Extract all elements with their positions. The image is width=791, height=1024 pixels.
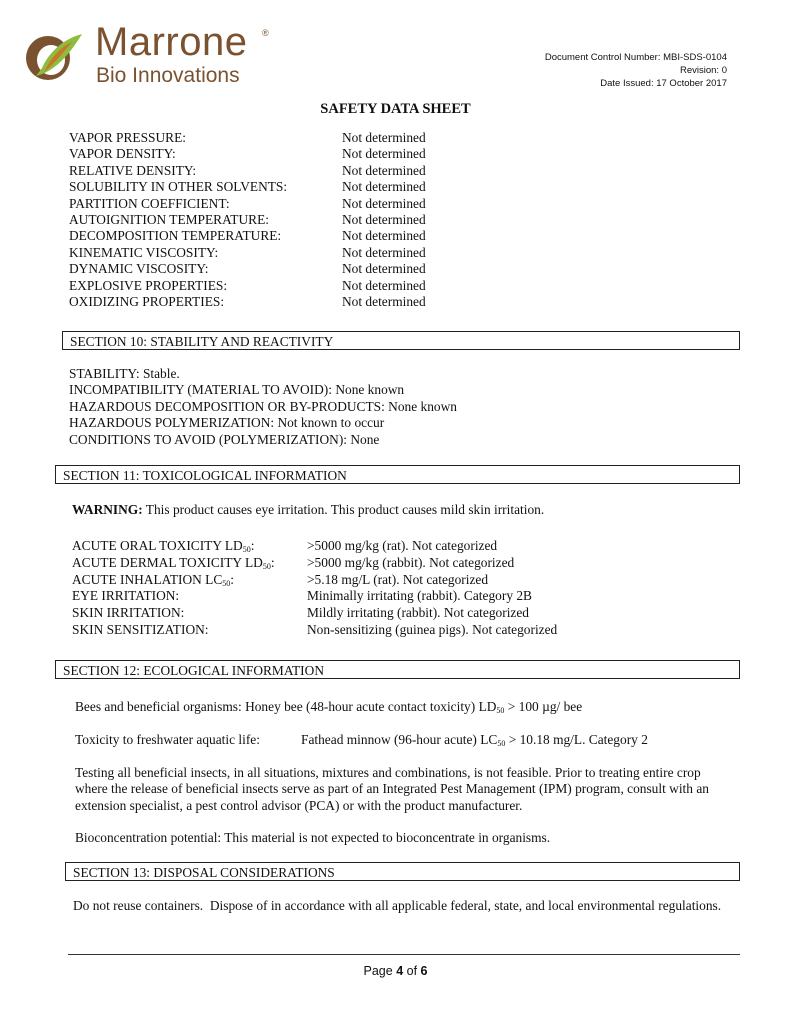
date-issued: Date Issued: 17 October 2017	[600, 78, 727, 89]
property-row	[69, 212, 669, 228]
leaf-logo-icon	[22, 28, 92, 84]
section-10-line: HAZARDOUS POLYMERIZATION: Not known to occur	[69, 415, 385, 431]
document-meta	[545, 51, 727, 90]
section-13-title: SECTION 13: DISPOSAL CONSIDERATIONS	[73, 865, 335, 880]
revision: Revision: 0	[680, 65, 727, 76]
section-10-title: SECTION 10: STABILITY AND REACTIVITY	[70, 334, 334, 349]
freshwater-toxicity-value: Fathead minnow (96-hour acute) $LC_{50} > 10.18$ mg/L. Category 2	[301, 732, 648, 748]
properties-table	[69, 130, 669, 312]
property-label: EXPLOSIVE PROPERTIES:	[69, 277, 228, 293]
property-row	[69, 228, 669, 244]
property-label: PARTITION COEFFICIENT:	[69, 195, 230, 211]
toxicity-value: Non-sensitizing (guinea pigs). Not categorized	[307, 622, 558, 637]
property-value: Not determined	[342, 277, 426, 293]
property-label: VAPOR PRESSURE:	[69, 130, 186, 145]
property-label: RELATIVE DENSITY:	[69, 162, 197, 178]
page-number: Page 4 of 6	[363, 964, 428, 978]
toxicity-value: >5.18 mg/L (rat). Not categorized	[307, 571, 489, 587]
property-label: DECOMPOSITION TEMPERATURE:	[69, 228, 282, 244]
company-logo	[22, 22, 282, 88]
property-value: Not determined	[342, 212, 426, 227]
logo-word-bio-innovations: Bio Innovations	[96, 64, 240, 87]
property-value: Not determined	[342, 195, 426, 211]
section-10-header	[62, 331, 740, 350]
property-row	[69, 261, 669, 277]
property-value: Not determined	[342, 130, 426, 145]
toxicity-value: Mildly irritating (rabbit). Not categorized	[307, 605, 529, 621]
toxicity-label: EYE IRRITATION:	[72, 588, 180, 604]
property-label: OXIDIZING PROPERTIES:	[69, 294, 225, 309]
section-10-line: HAZARDOUS DECOMPOSITION OR BY-PRODUCTS: None known	[69, 398, 457, 414]
toxicity-value: Minimally irritating (rabbit). Category 2B	[307, 588, 532, 604]
bees-toxicity: Bees and beneficial organisms: Honey bee (48-hour acute contact toxicity) $LD_{50} > 100$ µg/ bee	[75, 699, 583, 715]
section-10-line: CONDITIONS TO AVOID (POLYMERIZATION): None	[69, 431, 380, 447]
disposal-text: Do not reuse containers. Dispose of in accordance with all applicable federal, state, and local environmental regulations.	[73, 898, 722, 913]
doc-control-number: Document Control Number: MBI-SDS-0104	[544, 52, 727, 63]
property-row	[69, 294, 669, 310]
property-label: AUTOIGNITION TEMPERATURE:	[69, 212, 269, 227]
property-row	[69, 130, 669, 146]
property-row	[69, 163, 669, 179]
property-row	[69, 245, 669, 261]
property-value: Not determined	[342, 261, 426, 277]
logo-registered-mark: ®	[262, 28, 269, 38]
property-value: Not determined	[342, 244, 426, 260]
property-value: Not determined	[342, 146, 426, 162]
section-10-line: INCOMPATIBILITY (MATERIAL TO AVOID): None known	[69, 382, 405, 398]
footer-divider	[68, 954, 740, 955]
toxicity-value: >5000 mg/kg (rabbit). Not categorized	[307, 554, 515, 570]
toxicity-row	[72, 555, 692, 571]
toxicity-row	[72, 572, 692, 588]
toxicity-label: ACUTE ORAL TOXICITY $LD_{50}$:	[72, 538, 255, 554]
toxicity-label: SKIN SENSITIZATION:	[72, 622, 209, 637]
toxicity-label: ACUTE DERMAL TOXICITY $LD_{50}$:	[72, 554, 275, 571]
warning-text: This product causes eye irritation. This product causes mild skin irritation.	[142, 502, 545, 517]
property-label: VAPOR DENSITY:	[69, 146, 176, 162]
testing-paragraph: Testing all beneficial insects, in all situations, mixtures and combinations, is not feasible. Prior to treating entire crop where the release of beneficial insects serve as part of an Integrated Pest Management (IPM) program, consult with an extension specialist, a pest control advisor (PCA) or with the product manufacturer.	[75, 765, 709, 813]
freshwater-toxicity-label: Toxicity to freshwater aquatic life:	[75, 732, 260, 747]
section-11-header	[55, 465, 740, 484]
page-title: SAFETY DATA SHEET	[320, 101, 471, 117]
warning-label: WARNING:	[72, 502, 143, 517]
section-10-line: STABILITY: Stable.	[69, 366, 180, 381]
section-11-title: SECTION 11: TOXICOLOGICAL INFORMATION	[63, 468, 347, 483]
toxicity-label: SKIN IRRITATION:	[72, 605, 185, 621]
property-value: Not determined	[342, 228, 426, 244]
property-row	[69, 146, 669, 162]
property-value: Not determined	[342, 179, 426, 195]
toxicity-row	[72, 538, 692, 554]
property-label: KINEMATIC VISCOSITY:	[69, 244, 219, 260]
property-label: DYNAMIC VISCOSITY:	[69, 261, 209, 277]
logo-word-marrone: Marrone	[95, 20, 248, 64]
property-value: Not determined	[342, 162, 426, 178]
toxicity-label: ACUTE INHALATION $LC_{50}$:	[72, 571, 234, 588]
section-12-header	[55, 660, 740, 679]
warning-statement	[72, 502, 544, 518]
section-13-header	[65, 862, 740, 881]
toxicity-value: >5000 mg/kg (rat). Not categorized	[307, 538, 498, 553]
toxicity-row	[72, 588, 692, 604]
property-value: Not determined	[342, 294, 426, 309]
property-label: SOLUBILITY IN OTHER SOLVENTS:	[69, 179, 288, 195]
section-12-title: SECTION 12: ECOLOGICAL INFORMATION	[63, 663, 324, 678]
property-row	[69, 196, 669, 212]
bioconcentration-text: Bioconcentration potential: This material is not expected to bioconcentrate in organisms.	[75, 830, 551, 845]
property-row	[69, 179, 669, 195]
toxicity-row	[72, 605, 692, 621]
toxicity-table	[72, 538, 692, 638]
toxicity-row	[72, 622, 692, 638]
property-row	[69, 278, 669, 294]
